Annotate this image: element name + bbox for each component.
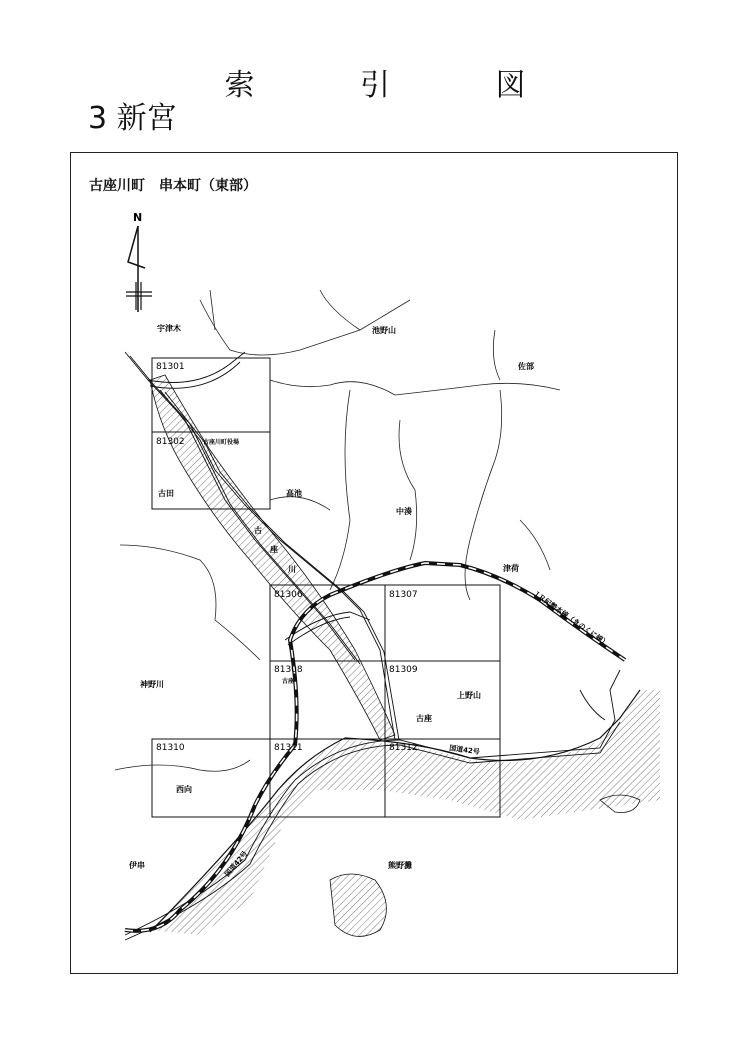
sheet-label: 81307 — [389, 590, 418, 600]
route-label-42-east: 国道42号 — [448, 744, 481, 757]
place-nakaminato: 中湊 — [396, 507, 412, 516]
north-label: N — [133, 211, 143, 224]
title-char: 引 — [360, 68, 390, 103]
sheet-label: 81310 — [156, 743, 185, 753]
river-label-ko: 古 — [254, 526, 262, 535]
place-kumanonada: 熊野灘 — [388, 861, 412, 870]
place-town-office: 古座川町役場 — [203, 439, 240, 446]
place-uzuki: 宇津木 — [157, 324, 181, 333]
railway-label: ＪＲ紀勢本線（きのくに線） — [530, 589, 610, 648]
place-sabu: 佐部 — [518, 362, 534, 371]
river-label-kawa: 川 — [288, 565, 296, 574]
island-hatch — [330, 874, 386, 936]
place-kaminoyama: 上野山 — [457, 691, 481, 700]
section-heading: 3 新宮 — [88, 101, 177, 136]
north-arrow-icon — [126, 211, 152, 312]
place-igu: 伊串 — [129, 861, 145, 870]
route-label-42-west: 国道42号 — [223, 849, 250, 879]
place-koza-station: 古座 — [282, 678, 295, 685]
title-char: 索 — [224, 68, 255, 103]
sheet-label: 81301 — [156, 362, 185, 372]
koza-river — [150, 375, 395, 740]
sheet-label: 81306 — [274, 590, 303, 600]
sheet-label: 81308 — [274, 665, 303, 675]
sheet-label: 81309 — [389, 665, 418, 675]
river-label-za: 座 — [270, 545, 278, 554]
sheet-label: 81312 — [389, 743, 418, 753]
place-nishimuki: 西向 — [176, 785, 192, 794]
place-furuta: 古田 — [158, 489, 174, 498]
place-ikenoyama: 池野山 — [372, 326, 396, 335]
place-tsuno: 津荷 — [503, 564, 519, 573]
sheet-label: 81302 — [156, 437, 185, 447]
sheet-label: 81311 — [274, 743, 303, 753]
place-takaike: 高池 — [286, 489, 302, 498]
title-char: 図 — [495, 68, 526, 103]
place-konogawa: 神野川 — [140, 680, 164, 689]
place-koza: 古座 — [416, 714, 432, 723]
map-subtitle: 古座川町 串本町（東部） — [89, 178, 257, 194]
coast-hatch — [150, 690, 660, 935]
